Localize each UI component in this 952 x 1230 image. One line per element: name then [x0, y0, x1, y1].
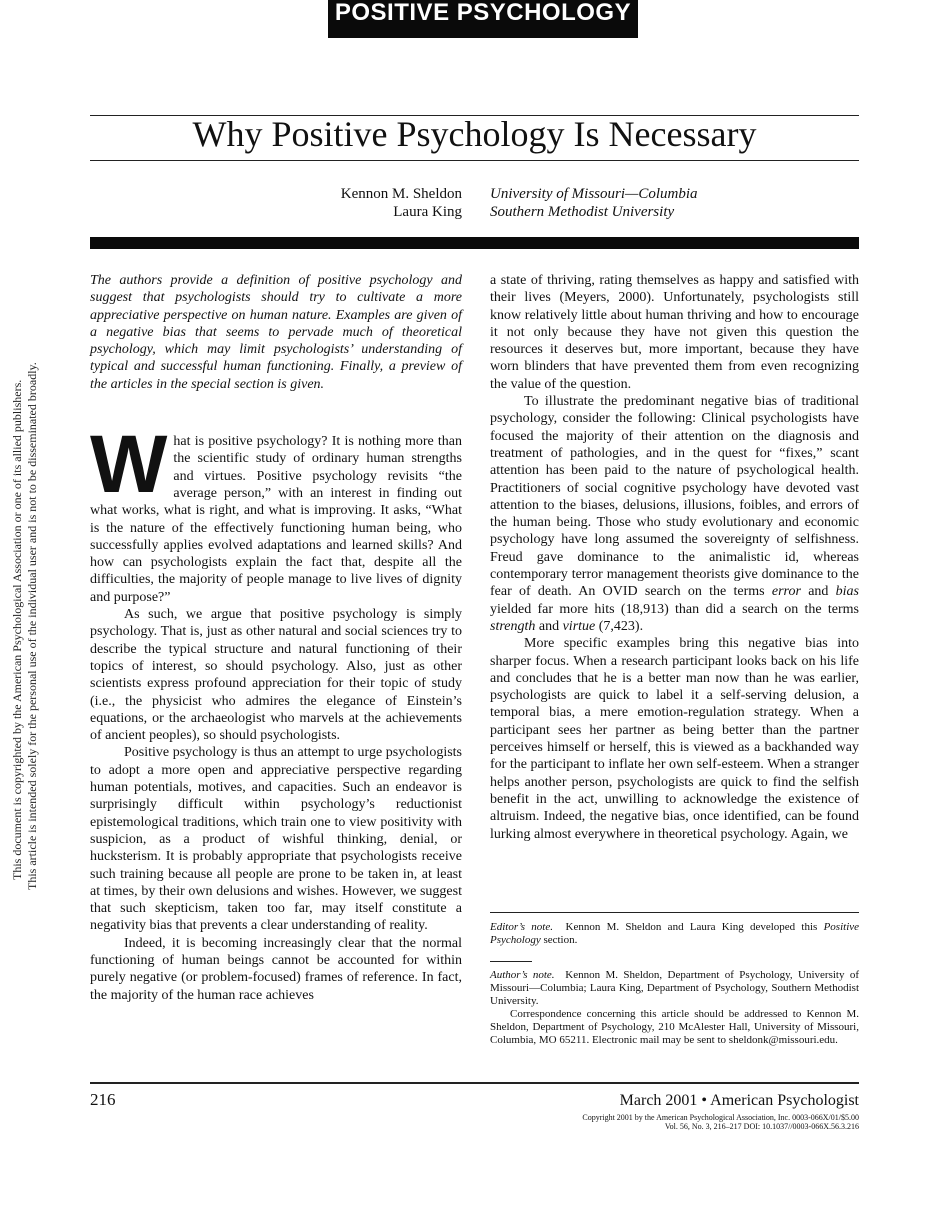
copyright-line: Vol. 56, No. 3, 216–217 DOI: 10.1037//0003-066X.56.3.216: [664, 1122, 859, 1131]
notes-short-rule: [490, 961, 532, 962]
ovid-term: strength: [490, 618, 536, 634]
journal-citation: March 2001 • American Psychologist: [619, 1092, 859, 1109]
correspondence-note: Correspondence concerning this article should be addressed to Kennon M. Sheldon, Department of Psychology, 210 McAlester Hall, University of Missouri, Columbia, MO 65211. Electronic mail may be sent to sheldonk@missouri.edu.: [490, 1008, 859, 1046]
left-column: [90, 272, 462, 1004]
ovid-term: virtue: [562, 618, 596, 634]
copyright-notice-line-1: This document is copyrighted by the American Psychological Association or one of its allied publishers.: [10, 379, 24, 880]
author-name: Kennon M. Sheldon: [340, 186, 462, 202]
body-paragraph: More specific examples bring this negative bias into sharper focus. When a research participant looks back on his life and concludes that he is a better man now than he was earlier, psychologists are quick to label it a self-serving delusion, a temporal bias, a mere emotion-regulation strategy. When a participant sees her partner as being better than the partner perceives himself or herself, this is viewed as a backhanded way for the participant to inflate her own self-esteem. When a stranger helps another person, psychologists are quick to find the selfish benefit in the act, unwilling to acknowledge the existence of altruism. Indeed, the negative bias, once identified, can be found lurking almost everywhere in theoretical psychology. Again, we: [490, 636, 859, 842]
author-names: [300, 185, 462, 221]
editors-note-label: Editor’s note.: [490, 921, 553, 933]
copyright-notice-line-2: This article is intended solely for the personal use of the individual user and is not to be disseminated broadly.: [25, 362, 39, 890]
authors-note-text: Kennon M. Sheldon, Department of Psychology, University of Missouri—Columbia; Laura King, Department of Psychology, Southern Methodist University.: [490, 969, 859, 1007]
footer-rule: [90, 1082, 859, 1084]
ovid-text: and: [535, 618, 563, 634]
editors-note-text: Kennon M. Sheldon and Laura King developed this: [565, 921, 824, 933]
header-thick-rule: [90, 237, 859, 249]
drop-cap: W: [90, 419, 168, 511]
ovid-text: and: [800, 584, 836, 600]
editors-note: [490, 921, 859, 947]
title-bottom-rule: [90, 160, 859, 161]
abstract: The authors provide a definition of positive psychology and suggest that psychologists should try to cultivate a more appreciative perspective on human nature. Examples are given of a negative bias that seems to pervade much of theoretical psychology, which may limit psychologists’ understanding of typical and successful human functioning. Finally, a preview of the articles in the special section is given.: [90, 273, 462, 392]
body-paragraph-text: To illustrate the predominant negative bias of traditional psychology, consider the following: Clinical psychologists have focused the majority of their attention on the diagnosis and treatment of pathologies, and in the quest for “fixes,” scant attention has been paid to the nature of psychological health. Practitioners of social cognitive psychology have devoted vast attention to the biases, delusions, illusions, foibles, and errors of the human being. Those who study evolutionary and economic psychology have long assumed the sovereignty of selfishness. Freud gave dominance to the animalistic id, whereas contemporary terror management theorists give dominance to the fear of death.: [490, 394, 859, 600]
ovid-text: An OVID search on the terms: [578, 584, 772, 600]
author-affiliation: Southern Methodist University: [490, 204, 675, 220]
author-affiliation: University of Missouri—Columbia: [490, 186, 698, 202]
ovid-term: bias: [835, 584, 860, 600]
editors-note-text: section.: [540, 934, 578, 946]
body-paragraph: Indeed, it is becoming increasingly clear that the normal functioning of human beings cannot be accounted for within purely negative (or problem-focused) frames of reference. In fact, the majority of the human race achieves: [90, 935, 462, 1003]
right-column: [490, 272, 859, 843]
article-title: Why Positive Psychology Is Necessary: [192, 114, 757, 154]
authors-note-label: Author’s note.: [490, 969, 555, 981]
body-paragraph: As such, we argue that positive psychology is simply psychology. That is, just as other natural and social sciences try to describe the typical structure and natural functioning of their topics of interest, so should psychology. Also, just as other scientists express profound appreciation for their topic of study (i.e., the physicist who admires the elegance of Einstein’s equations, or the archaeologist who marvels at the achievements of ancient peoples), so should psychologists.: [90, 607, 462, 744]
ovid-term: error: [771, 584, 801, 600]
editors-note-text: Positive Psychology: [490, 921, 860, 946]
ovid-text: (7,423).: [595, 618, 644, 634]
authors-note: [490, 969, 859, 1047]
page-number: 216: [90, 1090, 116, 1109]
author-affiliations: [490, 185, 790, 221]
copyright-line: Copyright 2001 by the American Psychological Association, Inc. 0003-066X/01/$5.00: [582, 1113, 859, 1122]
section-banner: POSITIVE PSYCHOLOGY: [328, 0, 638, 38]
body-paragraph: [490, 393, 859, 635]
body-paragraph: a state of thriving, rating themselves as happy and satisfied with their lives (Meyers, 2000). Unfortunately, psychologists still know relatively little about human thriving and how to encourage it not only because they have not given this question the resources it deserves but, more important, because they have worn blinders that have prevented them from even recognizing the value of the question.: [490, 273, 859, 392]
copyright-info: [582, 1113, 859, 1131]
body-paragraph: [90, 419, 462, 606]
ovid-text: yielded far more hits (18,913) than did a search on the terms: [490, 601, 859, 617]
notes-rule: [490, 912, 859, 913]
body-paragraph-text: hat is positive psychology? It is nothing more than the scientific study of ordinary human strengths and virtues. Positive psychology revisits “the average person,” with an interest in finding out what works, what is right, and what is improving. It asks, “What is the nature of the effectively functioning human being, who successfully applies evolved adaptations and learned skills? And how can psychologists explain the fact that, despite all the difficulties, the majority of people manage to live lives of dignity and purpose?”: [90, 434, 462, 605]
author-name: Laura King: [393, 204, 462, 220]
body-paragraph: Positive psychology is thus an attempt to urge psychologists to adopt a more open and appreciative perspective regarding human potentials, motives, and capacities. Such an endeavor is surprisingly difficult within psychology’s reductionist epistemological traditions, which train one to view positivity with suspicion, as a product of wishful thinking, denial, or hucksterism. It is probably appropriate that psychologists receive such training because all people are prone to be taken in, at least at times, by their own delusions and wishes. However, we suggest that such skepticism, taken too far, may itself constitute a negativity bias that prevents a clear understanding of reality.: [90, 745, 462, 934]
